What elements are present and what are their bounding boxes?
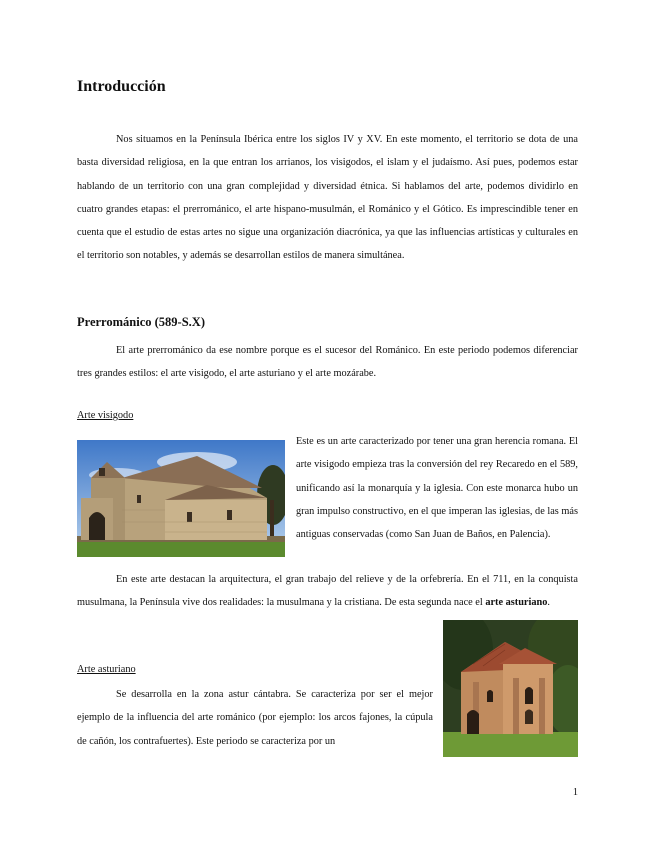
intro-paragraph: Nos situamos en la Península Ibérica entre los siglos IV y XV. En este momento, el territorio se dota de una basta diversidad religiosa, en la que entran los arrianos, los visigodos, el islam y el judaísmo. Así pues, podemos estar hablando de un territorio con una gran complejidad y diversidad étnica. Si hablamos del arte, podemos dividirlo en cuatro grandes etapas: el prerrománico, el arte hispano-musulmán, el Románico y el Gótico. Es imprescindible tener en cuenta que el estudio de estas artes no sigue una organización diacrónica, ya que las influencias artísticas y culturales en el territorio son notables, y además se desarrollan estilos de manera simultánea. <box>77 134 578 262</box>
visigodo-heading: Arte visigodo <box>77 410 134 421</box>
visigodo-paragraph: Este es un arte caracterizado por tener una gran herencia romana. El arte visigodo empieza tras la conversión del rey Recaredo en el 589, unificando así la monarquía y la iglesia. Con este monarca hubo un gran impulso constructivo, en el que imperan las iglesias, de las más antiguas conservadas (como San Juan de Baños, en Palencia). <box>296 436 578 541</box>
prerromanico-paragraph: El arte prerrománico da ese nombre porque es el sucesor del Románico. En este periodo podemos diferenciar tres grandes estilos: el arte visigodo, el arte asturiano y el arte mozárabe. <box>77 345 578 380</box>
page-number: 1 <box>572 787 578 798</box>
arte-asturiano-bold: arte asturiano <box>485 597 548 609</box>
asturiano-heading: Arte asturiano <box>77 664 136 675</box>
prerromanico-heading: Prerrománico (589-S.X) <box>77 315 205 329</box>
visigodo-paragraph-2 <box>77 568 578 615</box>
asturian-church-photo <box>443 620 578 757</box>
visigodo-paragraph-2-text: En este arte destacan la arquitectura, el gran trabajo del relieve y de la orfebrería. En el 711, en la conquista musulmana, la Península vive dos realidades: la musulmana y la cristiana. De esta segunda nace el <box>77 574 578 609</box>
asturiano-paragraph: Se desarrolla en la zona astur cántabra. Se caracteriza por ser el mejor ejemplo de la influencia del arte románico (por ejemplo: los arcos fajones, la cúpula de cañón, los contrafuertes). Este periodo se caracteriza por un <box>77 689 433 747</box>
visigothic-church-photo <box>77 440 285 557</box>
visigodo-paragraph-2-end: . <box>547 597 550 609</box>
intro-heading: Introducción <box>77 78 166 95</box>
